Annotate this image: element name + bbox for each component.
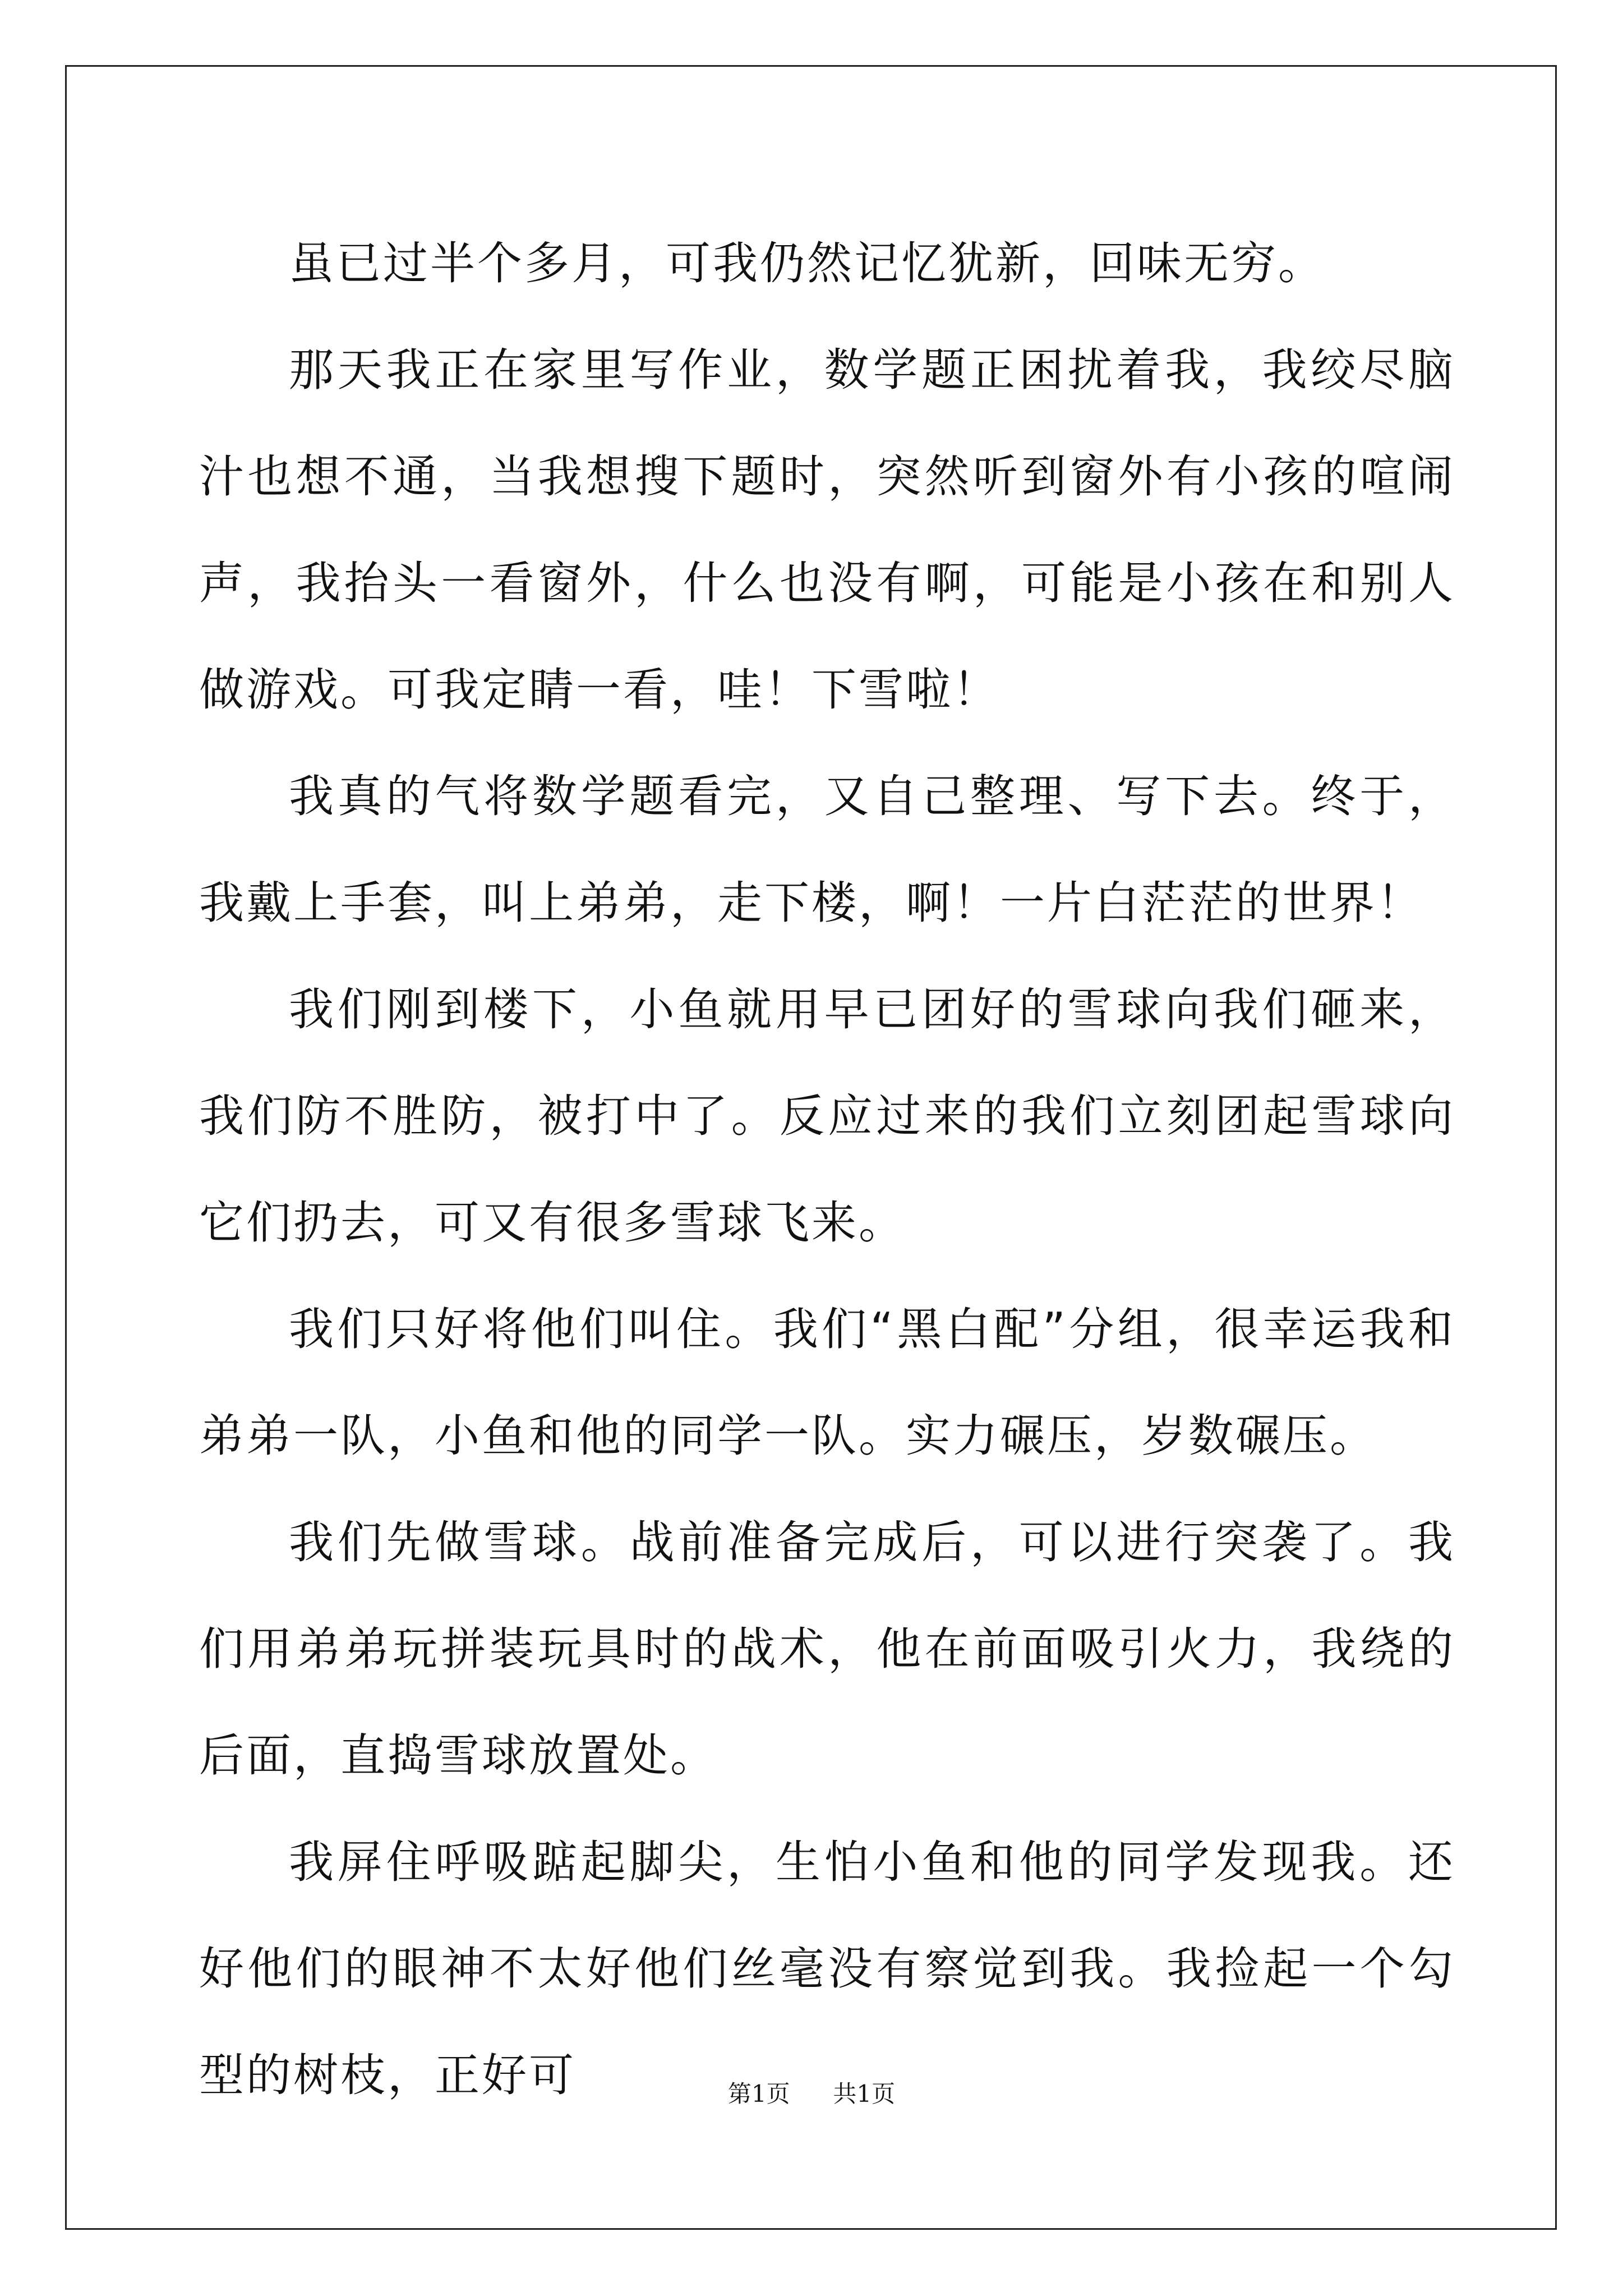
page-total: 共1页 [833,2080,896,2108]
paragraph: 虽已过半个多月，可我仍然记忆犹新，回味无穷。 [289,237,1325,289]
paragraph: 我们先做雪球。战前准备完成后，可以进行突袭了。我们用弟弟玩拼装玩具时的战术，他在前面吸引火力，我绕的后面，直捣雪球放置处。 [199,1516,1455,1782]
page-footer [0,2076,1623,2109]
paragraph: 我们刚到楼下，小鱼就用早已团好的雪球向我们砸来，我们防不胜防，被打中了。反应过来的我们立刻团起雪球向它们扔去，可又有很多雪球飞来。 [199,983,1455,1249]
page-number: 第1页 [727,2080,790,2108]
paragraph: 我屏住呼吸踮起脚尖，生怕小鱼和他的同学发现我。还好他们的眼神不太好他们丝毫没有察觉到我。我捡起一个勾型的树枝，正好可 [199,1836,1455,2101]
document-body [199,210,1455,2129]
paragraph: 那天我正在家里写作业，数学题正困扰着我，我绞尽脑汁也想不通，当我想搜下题时，突然听到窗外有小孩的喧闹声，我抬头一看窗外，什么也没有啊，可能是小孩在和别人做游戏。可我定睛一看，哇！下雪啦！ [199,344,1455,716]
paragraph: 我们只好将他们叫住。我们“黑白配”分组，很幸运我和弟弟一队，小鱼和他的同学一队。实力碾压，岁数碾压。 [199,1303,1455,1462]
paragraph: 我真的气将数学题看完，又自己整理、写下去。终于，我戴上手套，叫上弟弟，走下楼，啊！一片白茫茫的世界！ [199,770,1455,929]
